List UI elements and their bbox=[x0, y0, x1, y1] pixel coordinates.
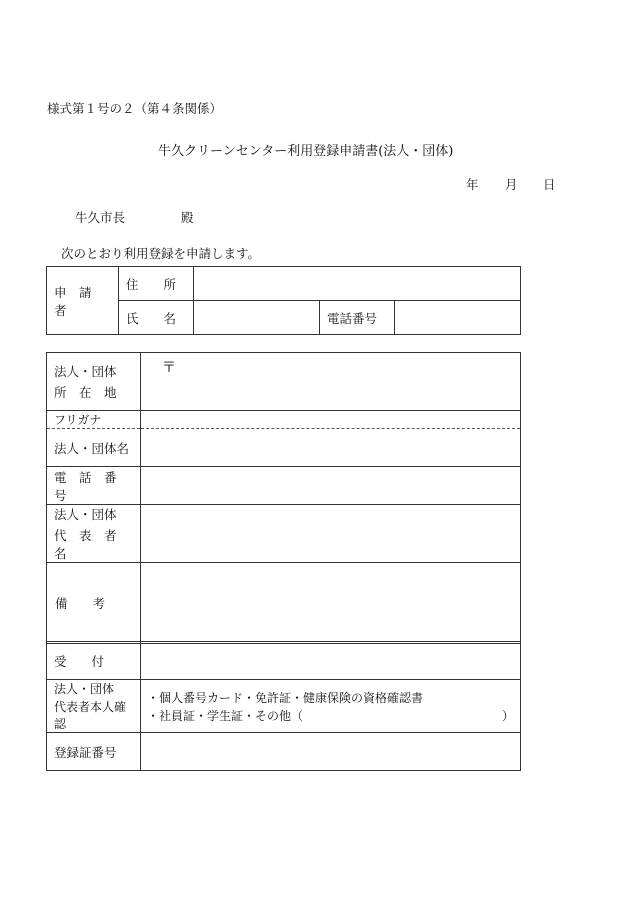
id-docs-line2-suffix: ） bbox=[501, 708, 514, 723]
corp-address-label-line1: 法人・団体 bbox=[54, 364, 117, 379]
id-docs-cell bbox=[141, 680, 521, 733]
corp-rep-field[interactable] bbox=[141, 505, 521, 563]
form-number: 様式第１号の２（第４条関係） bbox=[47, 101, 223, 116]
id-docs-line1: ・個人番号カード・免許証・健康保険の資格確認書 bbox=[147, 690, 424, 705]
registration-number-field[interactable] bbox=[141, 733, 521, 771]
corp-name-label: 法人・団体名 bbox=[54, 440, 130, 456]
date-day-label: 日 bbox=[543, 177, 556, 192]
rep-check-label-cell bbox=[47, 680, 141, 733]
remarks-label-cell bbox=[47, 563, 141, 644]
applicant-phone-field[interactable] bbox=[395, 301, 521, 335]
reception-label: 受 付 bbox=[54, 653, 105, 669]
corp-phone-field[interactable] bbox=[141, 467, 521, 505]
registration-number-label: 登録証番号 bbox=[54, 744, 117, 760]
applicant-phone-label-cell bbox=[320, 301, 395, 335]
postal-mark: 〒 bbox=[162, 359, 176, 376]
id-docs-line2-prefix: ・社員証・学生証・その他（ bbox=[147, 708, 304, 723]
corp-phone-label-cell bbox=[47, 467, 141, 505]
corp-address-label-cell bbox=[47, 353, 141, 411]
corp-name-field[interactable] bbox=[141, 429, 521, 467]
form-title: 牛久クリーンセンター利用登録申請書(法人・団体) bbox=[158, 144, 454, 159]
addressee: 牛久市長 bbox=[75, 210, 126, 225]
rep-check-label-line2: 代表者本人確認 bbox=[54, 700, 127, 731]
corp-address-field[interactable] bbox=[141, 353, 521, 411]
corp-rep-label-cell bbox=[47, 505, 141, 563]
applicant-phone-label: 電話番号 bbox=[327, 310, 378, 326]
reception-label-cell bbox=[47, 642, 141, 680]
corp-rep-label-line2: 代 表 者 名 bbox=[54, 528, 130, 561]
corp-phone-label: 電 話 番 号 bbox=[54, 469, 130, 503]
remarks-field[interactable] bbox=[141, 563, 521, 644]
reception-field[interactable] bbox=[141, 642, 521, 680]
remarks-label: 備 考 bbox=[55, 596, 106, 611]
applicant-label-cell bbox=[47, 267, 119, 335]
applicant-table bbox=[46, 266, 521, 335]
corp-name-label-cell bbox=[47, 429, 141, 467]
applicant-name-label: 氏 名 bbox=[126, 310, 177, 326]
applicant-name-label-cell bbox=[119, 301, 194, 335]
furigana-label-cell bbox=[47, 411, 141, 429]
date-year-label: 年 bbox=[466, 177, 479, 192]
applicant-address-field[interactable] bbox=[194, 267, 521, 301]
office-table bbox=[46, 641, 521, 771]
id-docs-line2 bbox=[147, 707, 514, 724]
corporation-table bbox=[46, 352, 521, 644]
intro-text: 次のとおり利用登録を申請します。 bbox=[61, 246, 261, 261]
date-month-label: 月 bbox=[505, 177, 518, 192]
applicant-label: 申 請 者 bbox=[54, 284, 105, 318]
rep-check-label-line1: 法人・団体 bbox=[54, 682, 115, 696]
applicant-address-label: 住 所 bbox=[126, 276, 177, 292]
corp-address-label-line2: 所 在 地 bbox=[54, 385, 117, 400]
applicant-name-field[interactable] bbox=[194, 301, 320, 335]
honorific: 殿 bbox=[181, 210, 194, 225]
registration-number-label-cell bbox=[47, 733, 141, 771]
corp-rep-label-line1: 法人・団体 bbox=[54, 507, 117, 522]
furigana-field[interactable] bbox=[141, 411, 521, 429]
id-docs-other-field[interactable] bbox=[303, 707, 502, 724]
applicant-address-label-cell bbox=[119, 267, 194, 301]
furigana-label: フリガナ bbox=[54, 413, 102, 427]
